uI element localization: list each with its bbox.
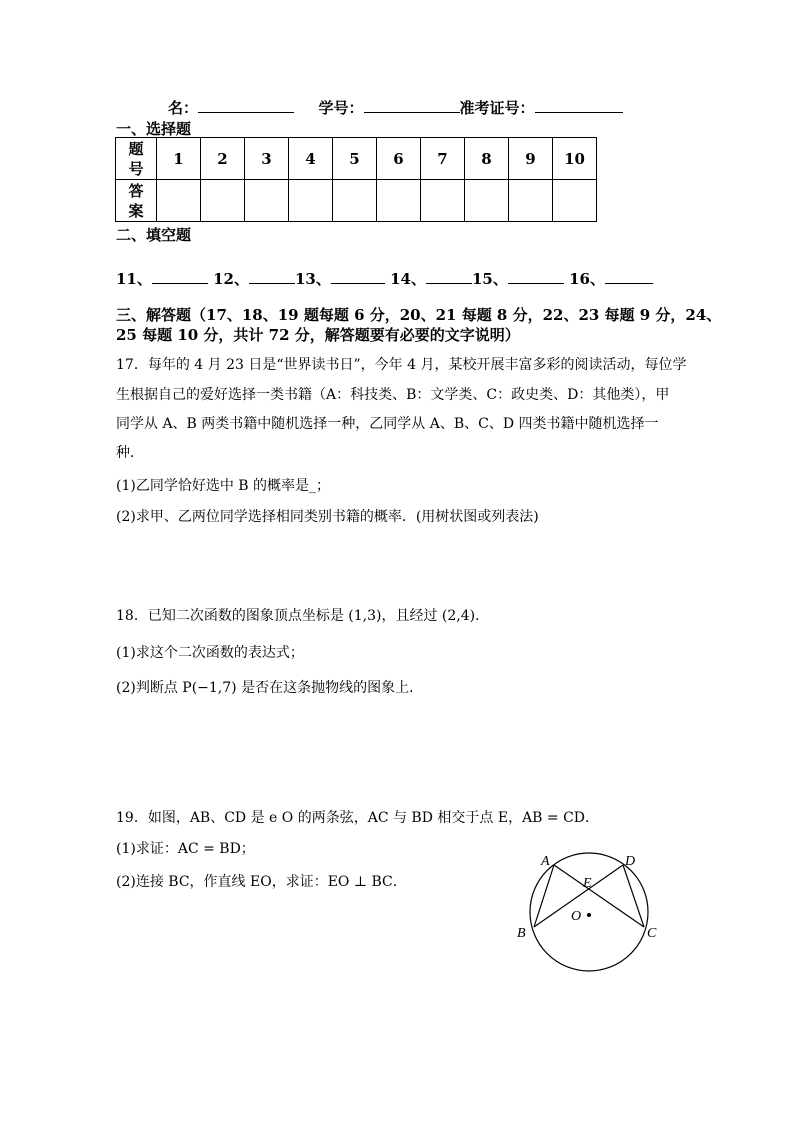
blank-label-11: 11、	[116, 270, 152, 288]
label-e: E	[583, 876, 592, 891]
question-number-cell: 3	[245, 138, 289, 180]
q19-part2: (2)连接 BC，作直线 EO，求证：EO ⊥ BC．	[116, 874, 407, 890]
q18-part2: (2)判断点 P(−1,7) 是否在这条抛物线的图象上．	[116, 680, 424, 696]
answer-table	[115, 137, 597, 222]
answer-cell[interactable]	[377, 180, 421, 222]
label-b: B	[517, 926, 526, 941]
answer-cell[interactable]	[509, 180, 553, 222]
blank-15[interactable]	[508, 269, 564, 284]
question-number-cell: 2	[201, 138, 245, 180]
chord-ac	[554, 865, 644, 927]
q18-part1: (1)求这个二次函数的表达式；	[116, 645, 304, 661]
blank-11[interactable]	[152, 269, 208, 284]
table-row	[116, 180, 597, 222]
question-number-cell: 4	[289, 138, 333, 180]
question-number-cell: 1	[157, 138, 201, 180]
answer-cell[interactable]	[553, 180, 597, 222]
section3-title-line1: 三、解答题（17、18、19 题每题 6 分，20、21 每题 8 分，22、23 每题 9 分，24、	[116, 306, 722, 324]
blank-label-16: 16、	[569, 270, 605, 288]
label-d: D	[625, 854, 636, 869]
q17-part1: (1)乙同学恰好选中 B 的概率是_；	[116, 478, 331, 494]
q19-line1: 19．如图，AB、CD 是 e O 的两条弦，AC 与 BD 相交于点 E，AB = CD．	[116, 810, 600, 826]
label-o: O	[571, 909, 582, 924]
section2-title: 二、填空题	[116, 226, 192, 244]
blank-13[interactable]	[331, 269, 385, 284]
answer-cell[interactable]	[201, 180, 245, 222]
row-label-answer: 答 案	[116, 180, 157, 222]
name-label: 名：	[168, 99, 199, 117]
label-a: A	[541, 854, 550, 869]
section3-title-line2: 25 每题 10 分，共计 72 分，解答题要有必要的文字说明）	[116, 326, 520, 344]
blank-label-14: 14、	[390, 270, 426, 288]
name-blank[interactable]	[198, 98, 294, 113]
question-number-cell: 8	[465, 138, 509, 180]
question-number-cell: 7	[421, 138, 465, 180]
student-id-label: 学号：	[318, 99, 364, 117]
center-point-o	[587, 913, 591, 917]
q18-line1: 18．已知二次函数的图象顶点坐标是 (1,3)，且经过 (2,4)．	[116, 608, 490, 624]
section1-title: 一、选择题	[116, 120, 192, 138]
blank-label-12: 12、	[213, 270, 249, 288]
question-number-cell: 10	[553, 138, 597, 180]
q17-line4: 种．	[116, 445, 144, 461]
answer-cell[interactable]	[289, 180, 333, 222]
exam-number-blank[interactable]	[535, 98, 623, 113]
fill-blank-row	[116, 268, 653, 289]
question-number-cell: 9	[509, 138, 553, 180]
blank-12[interactable]	[249, 269, 295, 284]
table-row	[116, 138, 597, 180]
label-c: C	[647, 926, 657, 941]
student-id-blank[interactable]	[364, 98, 460, 113]
q17-part2: (2)求甲、乙两位同学选择相同类别书籍的概率．(用树状图或列表法)	[116, 509, 539, 525]
circle-figure	[505, 845, 675, 980]
q17-line1: 17．每年的 4 月 23 日是“世界读书日”，今年 4 月，某校开展丰富多彩的阅读活动，每位学	[116, 357, 687, 373]
blank-label-13: 13、	[294, 270, 331, 288]
question-number-cell: 5	[333, 138, 377, 180]
answer-cell[interactable]	[157, 180, 201, 222]
chord-cd	[623, 865, 644, 927]
q19-part1: (1)求证：AC = BD；	[116, 841, 255, 857]
answer-cell[interactable]	[421, 180, 465, 222]
blank-16[interactable]	[605, 269, 653, 284]
answer-cell[interactable]	[333, 180, 377, 222]
answer-cell[interactable]	[465, 180, 509, 222]
circle-o	[530, 853, 648, 971]
row-label-number: 题 号	[116, 138, 157, 180]
exam-number-label: 准考证号：	[459, 99, 535, 117]
blank-14[interactable]	[426, 269, 472, 284]
header-row	[168, 97, 623, 118]
blank-label-15: 15、	[471, 270, 508, 288]
answer-cell[interactable]	[245, 180, 289, 222]
question-number-cell: 6	[377, 138, 421, 180]
q17-line3: 同学从 A、B 两类书籍中随机选择一种，乙同学从 A、B、C、D 四类书籍中随机选择一	[116, 416, 659, 432]
q17-line2: 生根据自己的爱好选择一类书籍（A：科技类、B：文学类、C：政史类、D：其他类），甲	[116, 387, 670, 403]
